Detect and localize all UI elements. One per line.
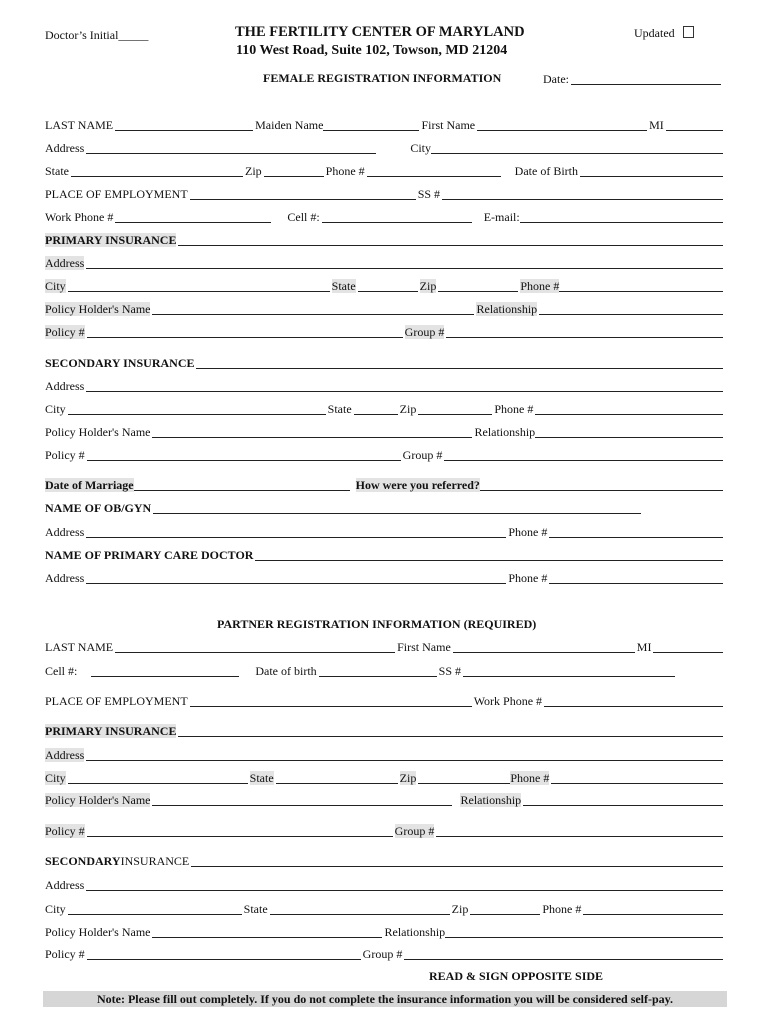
pi-address-field[interactable] [86,257,723,269]
partner-si-relationship-label: Relationship [384,925,446,939]
maiden-name-label: Maiden Name [255,118,324,132]
partner-primary-insurance-field[interactable] [178,725,723,737]
partner-si-relationship-field[interactable] [445,926,723,938]
si-phone-label: Phone # [494,402,534,416]
marriage-referral-row [45,477,725,492]
partner-pi-policy-label: Policy # [45,824,85,838]
obgyn-field[interactable] [153,502,641,514]
si-group-field[interactable] [444,449,723,461]
female-si-policy-row [45,447,725,462]
zip-field[interactable] [264,165,324,177]
date-field[interactable] [543,72,723,86]
partner-pi-policy-row [45,823,725,838]
partner-section-title: PARTNER REGISTRATION INFORMATION (REQUIRED) [217,617,537,631]
pi-zip-label: Zip [419,279,437,293]
partner-si-city-row [45,901,725,916]
partner-dob-field[interactable] [319,665,437,677]
secondary-insurance-field[interactable] [196,357,723,369]
si-zip-field[interactable] [418,403,492,415]
partner-pi-address-field[interactable] [86,749,723,761]
pcp-phone-label: Phone # [508,571,548,585]
partner-pi-zip-field[interactable] [418,772,510,784]
pi-state-field[interactable] [358,280,418,292]
partner-pi-address-label: Address [45,748,85,762]
female-si-holder-row [45,424,725,439]
partner-last-name-field[interactable] [115,641,395,653]
partner-pi-relationship-field[interactable] [523,794,723,806]
female-si-city-row [45,401,725,416]
female-state-row [45,163,725,178]
pi-holder-field[interactable] [152,303,474,315]
partner-si-city-field[interactable] [68,903,242,915]
obgyn-address-label: Address [45,525,85,539]
partner-si-group-field[interactable] [404,948,723,960]
female-primary-insurance-row [45,232,725,247]
email-label: E-mail: [483,210,520,224]
obgyn-phone-label: Phone # [508,525,548,539]
pcp-address-row [45,570,725,585]
si-address-field[interactable] [86,380,723,392]
clinic-address: 110 West Road, Suite 102, Towson, MD 21204 [236,43,508,58]
female-contact-row [45,209,725,224]
si-holder-field[interactable] [152,426,472,438]
partner-si-address-label: Address [45,878,85,892]
dob-label: Date of Birth [514,164,578,178]
partner-employment-label: PLACE OF EMPLOYMENT [45,694,188,708]
partner-pi-holder-field[interactable] [152,794,452,806]
partner-secondary-rest: INSURANCE [120,854,190,868]
obgyn-address-field[interactable] [86,526,506,538]
partner-secondary-insurance-field[interactable] [191,855,723,867]
partner-work-phone-label: Work Phone # [473,694,543,708]
partner-mi-field[interactable] [653,641,723,653]
partner-pi-holder-row [45,792,725,807]
partner-pi-state-label: State [249,771,274,785]
partner-si-phone-field[interactable] [583,903,723,915]
partner-pi-group-label: Group # [394,824,435,838]
female-pi-address-row [45,255,725,270]
partner-pi-address-row [45,747,725,762]
primary-insurance-field[interactable] [178,234,723,246]
si-city-field[interactable] [68,403,326,415]
partner-primary-insurance-row [45,723,725,738]
phone-field[interactable] [367,165,501,177]
dob-field[interactable] [580,165,723,177]
first-name-label: First Name [421,118,476,132]
email-field[interactable] [520,211,723,223]
partner-pi-group-field[interactable] [436,825,723,837]
obgyn-row [45,500,725,515]
first-name-field[interactable] [477,119,647,131]
partner-si-group-label: Group # [362,947,403,961]
phone-label: Phone # [325,164,365,178]
partner-pi-holder-label: Policy Holder's Name [45,793,151,807]
female-pi-policy-row [45,324,725,339]
partner-cell-row [45,663,725,678]
partner-cell-field[interactable] [91,665,239,677]
female-employment-row [45,186,725,201]
partner-ss-field[interactable] [463,665,675,677]
last-name-field[interactable] [115,119,253,131]
pi-phone-field[interactable] [559,280,723,292]
si-city-label: City [45,402,66,416]
cell-label: Cell #: [287,210,320,224]
employment-label: PLACE OF EMPLOYMENT [45,187,188,201]
partner-si-zip-field[interactable] [470,903,540,915]
pi-relationship-label: Relationship [476,302,538,316]
partner-si-city-label: City [45,902,66,916]
partner-si-address-row [45,877,725,892]
pi-zip-field[interactable] [438,280,518,292]
date-of-marriage-field[interactable] [134,479,350,491]
female-section-title: FEMALE REGISTRATION INFORMATION [263,71,502,85]
partner-si-holder-row [45,924,725,939]
partner-dob-label: Date of birth [255,664,317,678]
cell-field[interactable] [322,211,472,223]
si-holder-label: Policy Holder's Name [45,425,151,439]
last-name-label: LAST NAME [45,118,114,132]
partner-secondary-insurance-row [45,853,725,868]
primary-insurance-label: PRIMARY INSURANCE [45,233,177,247]
partner-si-policy-row [45,946,725,961]
si-relationship-label: Relationship [474,425,536,439]
mi-field[interactable] [666,119,723,131]
pi-address-label: Address [45,256,85,270]
read-sign-notice: READ & SIGN OPPOSITE SIDE [429,969,604,983]
pi-state-label: State [331,279,356,293]
pcp-field[interactable] [255,549,723,561]
si-relationship-field[interactable] [535,426,723,438]
partner-pi-city-field[interactable] [68,772,248,784]
updated-label: Updated [634,26,675,40]
partner-si-holder-label: Policy Holder's Name [45,925,151,939]
city-field[interactable] [431,142,723,154]
partner-si-holder-field[interactable] [152,926,382,938]
female-pi-holder-row [45,301,725,316]
pi-relationship-field[interactable] [539,303,723,315]
partner-cell-label: Cell #: [45,664,78,678]
partner-ss-label: SS # [438,664,462,678]
pi-phone-label: Phone # [520,279,560,293]
pi-policy-field[interactable] [87,326,403,338]
obgyn-label: NAME OF OB/GYN [45,501,152,515]
maiden-name-field[interactable] [323,119,419,131]
doctors-initial-field[interactable]: Doctor’s Initial_____ [45,28,149,42]
partner-pi-state-field[interactable] [276,772,398,784]
female-secondary-insurance-row [45,355,725,370]
self-pay-note: Note: Please fill out completely. If you do not complete the insurance information you will be considered self-pay. [43,991,727,1007]
pi-policy-label: Policy # [45,325,85,339]
partner-first-name-field[interactable] [453,641,635,653]
work-phone-field[interactable] [115,211,271,223]
partner-employment-field[interactable] [190,695,472,707]
secondary-insurance-label: SECONDARY INSURANCE [45,356,195,370]
pcp-row [45,547,725,562]
female-name-row [45,117,725,132]
partner-secondary-insurance-label [45,854,189,868]
ss-field[interactable] [442,188,723,200]
pcp-phone-field[interactable] [549,572,723,584]
obgyn-phone-field[interactable] [549,526,723,538]
partner-pi-phone-label: Phone # [510,771,550,785]
pi-group-label: Group # [404,325,445,339]
ss-label: SS # [417,187,441,201]
partner-pi-zip-label: Zip [399,771,417,785]
si-policy-label: Policy # [45,448,85,462]
address-label: Address [45,141,85,155]
female-si-address-row [45,378,725,393]
date-label: Date: [543,72,569,86]
address-field[interactable] [86,142,376,154]
partner-si-phone-label: Phone # [542,902,582,916]
obgyn-address-row [45,524,725,539]
pcp-address-field[interactable] [86,572,506,584]
pi-holder-label: Policy Holder's Name [45,302,151,316]
partner-si-policy-field[interactable] [87,948,361,960]
partner-secondary-bold: SECONDARY [45,854,121,868]
state-field[interactable] [71,165,243,177]
updated-field[interactable] [634,26,694,40]
city-label: City [410,141,431,155]
si-phone-field[interactable] [535,403,723,415]
pi-group-field[interactable] [446,326,723,338]
female-address-row [45,140,725,155]
zip-label: Zip [245,164,262,178]
state-label: State [45,164,69,178]
pcp-address-label: Address [45,571,85,585]
partner-pi-city-label: City [45,771,66,785]
partner-primary-insurance-label: PRIMARY INSURANCE [45,724,177,738]
partner-si-policy-label: Policy # [45,947,85,961]
partner-name-row [45,639,725,654]
partner-pi-city-row [45,770,725,785]
clinic-title: THE FERTILITY CENTER OF MARYLAND [235,24,525,40]
si-state-label: State [327,402,352,416]
si-zip-label: Zip [399,402,417,416]
date-blank[interactable] [571,73,721,85]
referred-label: How were you referred? [355,478,480,492]
si-policy-field[interactable] [87,449,401,461]
partner-pi-policy-field[interactable] [87,825,393,837]
partner-si-state-field[interactable] [270,903,450,915]
partner-si-address-field[interactable] [86,879,723,891]
partner-pi-phone-field[interactable] [551,772,723,784]
employment-field[interactable] [190,188,416,200]
female-pi-city-row [45,278,725,293]
referred-field[interactable] [480,479,723,491]
mi-label: MI [649,118,664,132]
partner-mi-label: MI [636,640,652,654]
updated-checkbox[interactable] [683,26,694,38]
partner-last-name-label: LAST NAME [45,640,114,654]
pi-city-field[interactable] [68,280,330,292]
partner-si-state-label: State [243,902,268,916]
pcp-label: NAME OF PRIMARY CARE DOCTOR [45,548,254,562]
partner-work-phone-field[interactable] [544,695,723,707]
si-state-field[interactable] [354,403,398,415]
si-address-label: Address [45,379,85,393]
partner-employment-row [45,693,725,708]
partner-first-name-label: First Name [397,640,451,654]
partner-si-zip-label: Zip [451,902,469,916]
partner-pi-relationship-label: Relationship [460,793,522,807]
si-group-label: Group # [402,448,443,462]
date-of-marriage-label: Date of Marriage [45,478,134,492]
pi-city-label: City [45,279,66,293]
work-phone-label: Work Phone # [45,210,114,224]
